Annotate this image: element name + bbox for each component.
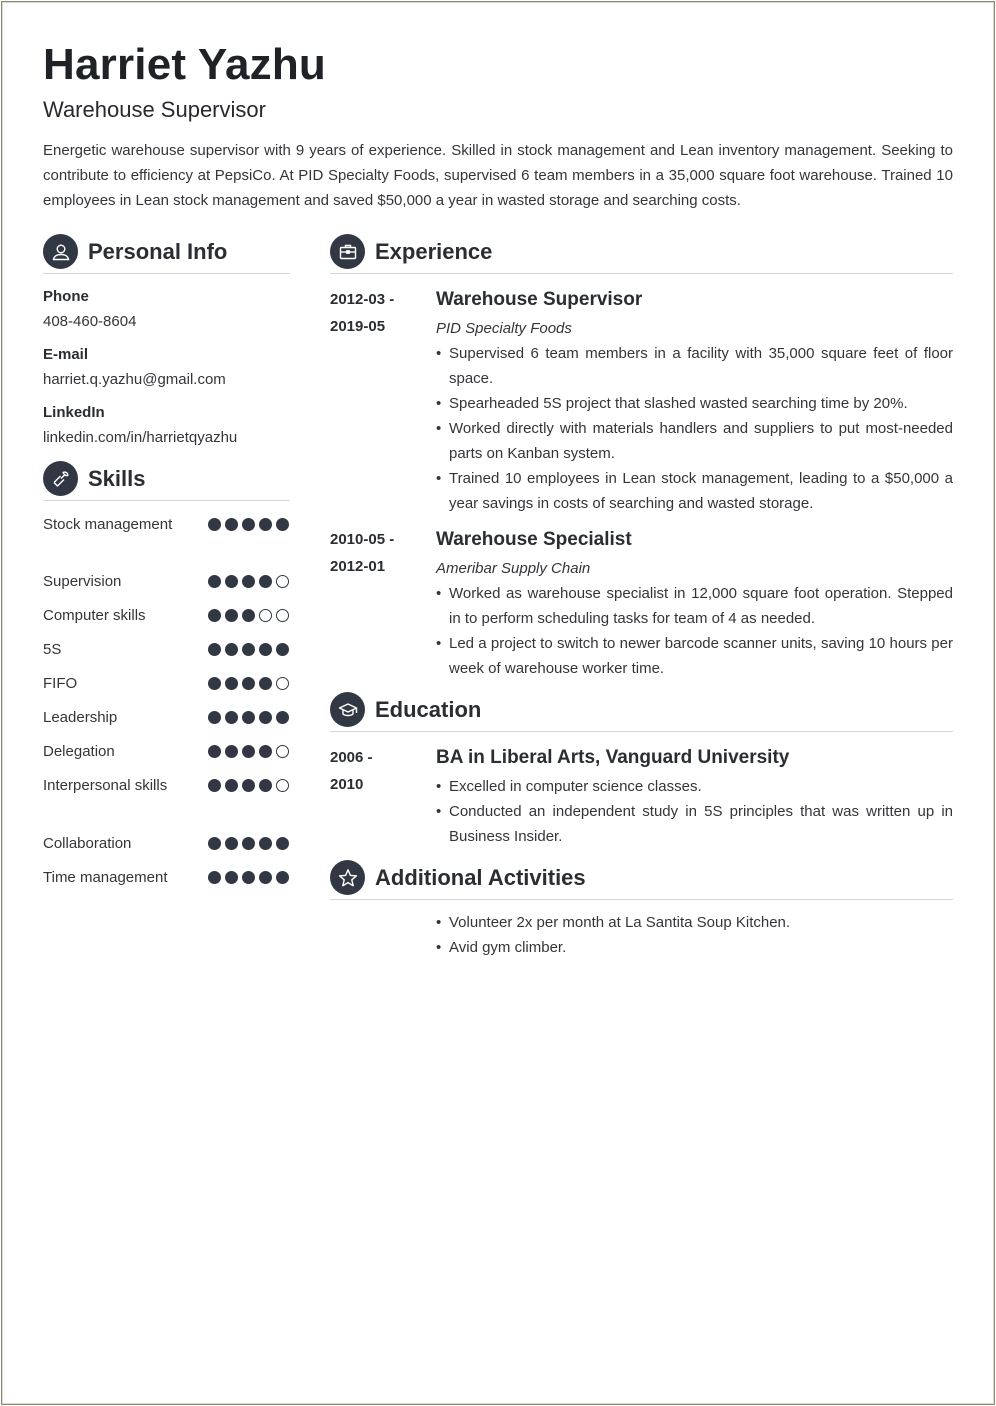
rating-dot-filled bbox=[225, 609, 238, 622]
rating-dot-filled bbox=[225, 518, 238, 531]
job-date-start: 2012-03 - bbox=[330, 291, 395, 308]
skill-name: Time management bbox=[43, 869, 168, 886]
skill-name: 5S bbox=[43, 641, 62, 658]
email-value[interactable]: harriet.q.yazhu@gmail.com bbox=[43, 371, 226, 388]
job-bullet: • Worked as warehouse specialist in 12,000 square foot operation. Stepped in to perform scheduling tasks for team of 4 as needed. bbox=[436, 581, 953, 631]
activities-header bbox=[330, 860, 953, 900]
education-header bbox=[330, 692, 953, 732]
rating-dot-filled bbox=[208, 871, 221, 884]
rating-dot-filled bbox=[225, 643, 238, 656]
skill-name: Delegation bbox=[43, 743, 115, 760]
star-icon bbox=[330, 860, 365, 895]
rating-dot-empty bbox=[276, 575, 289, 588]
rating-dot-filled bbox=[242, 575, 255, 588]
rating-dot-empty bbox=[276, 609, 289, 622]
rating-dot-filled bbox=[208, 643, 221, 656]
rating-dot-filled bbox=[276, 518, 289, 531]
education-date-start: 2006 - bbox=[330, 749, 373, 766]
skill-rating bbox=[208, 837, 289, 850]
graduation-cap-icon bbox=[330, 692, 365, 727]
skill-rating bbox=[208, 871, 289, 884]
skill-rating bbox=[208, 711, 289, 724]
education-date-end: 2010 bbox=[330, 776, 364, 793]
rating-dot-filled bbox=[242, 711, 255, 724]
rating-dot-empty bbox=[276, 745, 289, 758]
job-date bbox=[330, 527, 430, 579]
rating-dot-filled bbox=[242, 609, 255, 622]
skill-name: FIFO bbox=[43, 675, 78, 692]
rating-dot-filled bbox=[225, 779, 238, 792]
rating-dot-filled bbox=[259, 711, 272, 724]
rating-dot-filled bbox=[242, 677, 255, 690]
rating-dot-filled bbox=[225, 677, 238, 690]
rating-dot-filled bbox=[208, 711, 221, 724]
activities-title: Additional Activities bbox=[375, 864, 586, 890]
rating-dot-filled bbox=[225, 871, 238, 884]
rating-dot-filled bbox=[276, 711, 289, 724]
activity-bullet: • Volunteer 2x per month at La Santita Soup Kitchen. bbox=[436, 910, 953, 935]
linkedin-value[interactable]: linkedin.com/in/harrietqyazhu bbox=[43, 429, 238, 446]
rating-dot-filled bbox=[259, 518, 272, 531]
rating-dot-filled bbox=[208, 518, 221, 531]
candidate-name: Harriet Yazhu bbox=[43, 40, 327, 89]
email-label: E-mail bbox=[43, 346, 89, 363]
rating-dot-empty bbox=[276, 779, 289, 792]
rating-dot-filled bbox=[242, 837, 255, 850]
linkedin-label: LinkedIn bbox=[43, 404, 105, 421]
job-bullets bbox=[436, 581, 953, 681]
rating-dot-filled bbox=[276, 837, 289, 850]
skill-name: Supervision bbox=[43, 573, 122, 590]
skill-name: Leadership bbox=[43, 709, 118, 726]
job-date bbox=[330, 287, 430, 339]
rating-dot-filled bbox=[208, 677, 221, 690]
rating-dot-filled bbox=[225, 745, 238, 758]
job-company: PID Specialty Foods bbox=[436, 320, 572, 337]
rating-dot-filled bbox=[259, 575, 272, 588]
skills-title: Skills bbox=[88, 465, 146, 491]
rating-dot-filled bbox=[259, 643, 272, 656]
job-bullet: • Spearheaded 5S project that slashed wasted searching time by 20%. bbox=[436, 391, 953, 416]
skill-name: Stock management bbox=[43, 516, 173, 533]
rating-dot-filled bbox=[276, 871, 289, 884]
skill-name: Computer skills bbox=[43, 607, 146, 624]
personal-info-title: Personal Info bbox=[88, 238, 228, 264]
education-bullet: • Excelled in computer science classes. bbox=[436, 774, 953, 799]
job-bullet: • Worked directly with materials handlers and suppliers to put most-needed parts on Kanban system. bbox=[436, 416, 953, 466]
rating-dot-filled bbox=[208, 837, 221, 850]
briefcase-icon bbox=[330, 234, 365, 269]
rating-dot-filled bbox=[242, 871, 255, 884]
job-bullet: • Trained 10 employees in Lean stock management, leading to a $50,000 a year savings in costs of searching and wasted storage. bbox=[436, 466, 953, 516]
rating-dot-filled bbox=[276, 643, 289, 656]
rating-dot-filled bbox=[208, 745, 221, 758]
rating-dot-filled bbox=[225, 575, 238, 588]
rating-dot-filled bbox=[242, 643, 255, 656]
skill-rating bbox=[208, 518, 289, 531]
rating-dot-filled bbox=[242, 745, 255, 758]
rating-dot-filled bbox=[225, 711, 238, 724]
phone-label: Phone bbox=[43, 288, 89, 305]
job-bullet: • Supervised 6 team members in a facility with 35,000 square feet of floor space. bbox=[436, 341, 953, 391]
summary-paragraph: Energetic warehouse supervisor with 9 years of experience. Skilled in stock management and Lean inventory management. Seeking to contribute to efficiency at PepsiCo. At PID Specialty Foods, supervised 6 team members in a 35,000 square foot warehouse. Trained 10 employees in Lean stock management and saved $50,000 a year in wasted storage and searching costs. bbox=[43, 142, 953, 209]
skill-rating bbox=[208, 677, 289, 690]
rating-dot-empty bbox=[276, 677, 289, 690]
phone-value: 408-460-8604 bbox=[43, 313, 137, 330]
degree-title: BA in Liberal Arts, Vanguard University bbox=[436, 747, 790, 768]
candidate-title: Warehouse Supervisor bbox=[43, 97, 266, 122]
skill-rating bbox=[208, 609, 289, 622]
tools-icon bbox=[43, 461, 78, 496]
skills-header bbox=[43, 461, 290, 501]
job-title: Warehouse Specialist bbox=[436, 529, 632, 550]
job-bullet: • Led a project to switch to newer barcode scanner units, saving 10 hours per week of warehouse worker time. bbox=[436, 631, 953, 681]
job-company: Ameribar Supply Chain bbox=[436, 560, 591, 577]
rating-dot-filled bbox=[208, 575, 221, 588]
job-date-start: 2010-05 - bbox=[330, 531, 395, 548]
education-title: Education bbox=[375, 696, 482, 722]
rating-dot-filled bbox=[208, 609, 221, 622]
rating-dot-empty bbox=[259, 609, 272, 622]
activity-bullet: • Avid gym climber. bbox=[436, 935, 953, 960]
job-date-end: 2012-01 bbox=[330, 558, 386, 575]
job-bullets bbox=[436, 341, 953, 516]
skill-rating bbox=[208, 745, 289, 758]
skill-rating bbox=[208, 643, 289, 656]
job-date-end: 2019-05 bbox=[330, 318, 386, 335]
education-date bbox=[330, 745, 430, 797]
rating-dot-filled bbox=[259, 837, 272, 850]
education-bullet: • Conducted an independent study in 5S principles that was written up in Business Insider. bbox=[436, 799, 953, 849]
rating-dot-filled bbox=[259, 677, 272, 690]
skill-name: Interpersonal skills bbox=[43, 777, 168, 794]
skill-name: Collaboration bbox=[43, 835, 132, 852]
rating-dot-filled bbox=[225, 837, 238, 850]
person-icon bbox=[43, 234, 78, 269]
rating-dot-filled bbox=[259, 745, 272, 758]
skill-rating bbox=[208, 575, 289, 588]
job-title: Warehouse Supervisor bbox=[436, 289, 643, 310]
rating-dot-filled bbox=[259, 779, 272, 792]
personal-info-header bbox=[43, 234, 290, 274]
experience-header bbox=[330, 234, 953, 274]
rating-dot-filled bbox=[242, 779, 255, 792]
rating-dot-filled bbox=[242, 518, 255, 531]
skill-rating bbox=[208, 779, 289, 792]
activities-bullets bbox=[436, 910, 953, 960]
experience-title: Experience bbox=[375, 238, 493, 264]
rating-dot-filled bbox=[208, 779, 221, 792]
education-bullets bbox=[436, 774, 953, 849]
rating-dot-filled bbox=[259, 871, 272, 884]
